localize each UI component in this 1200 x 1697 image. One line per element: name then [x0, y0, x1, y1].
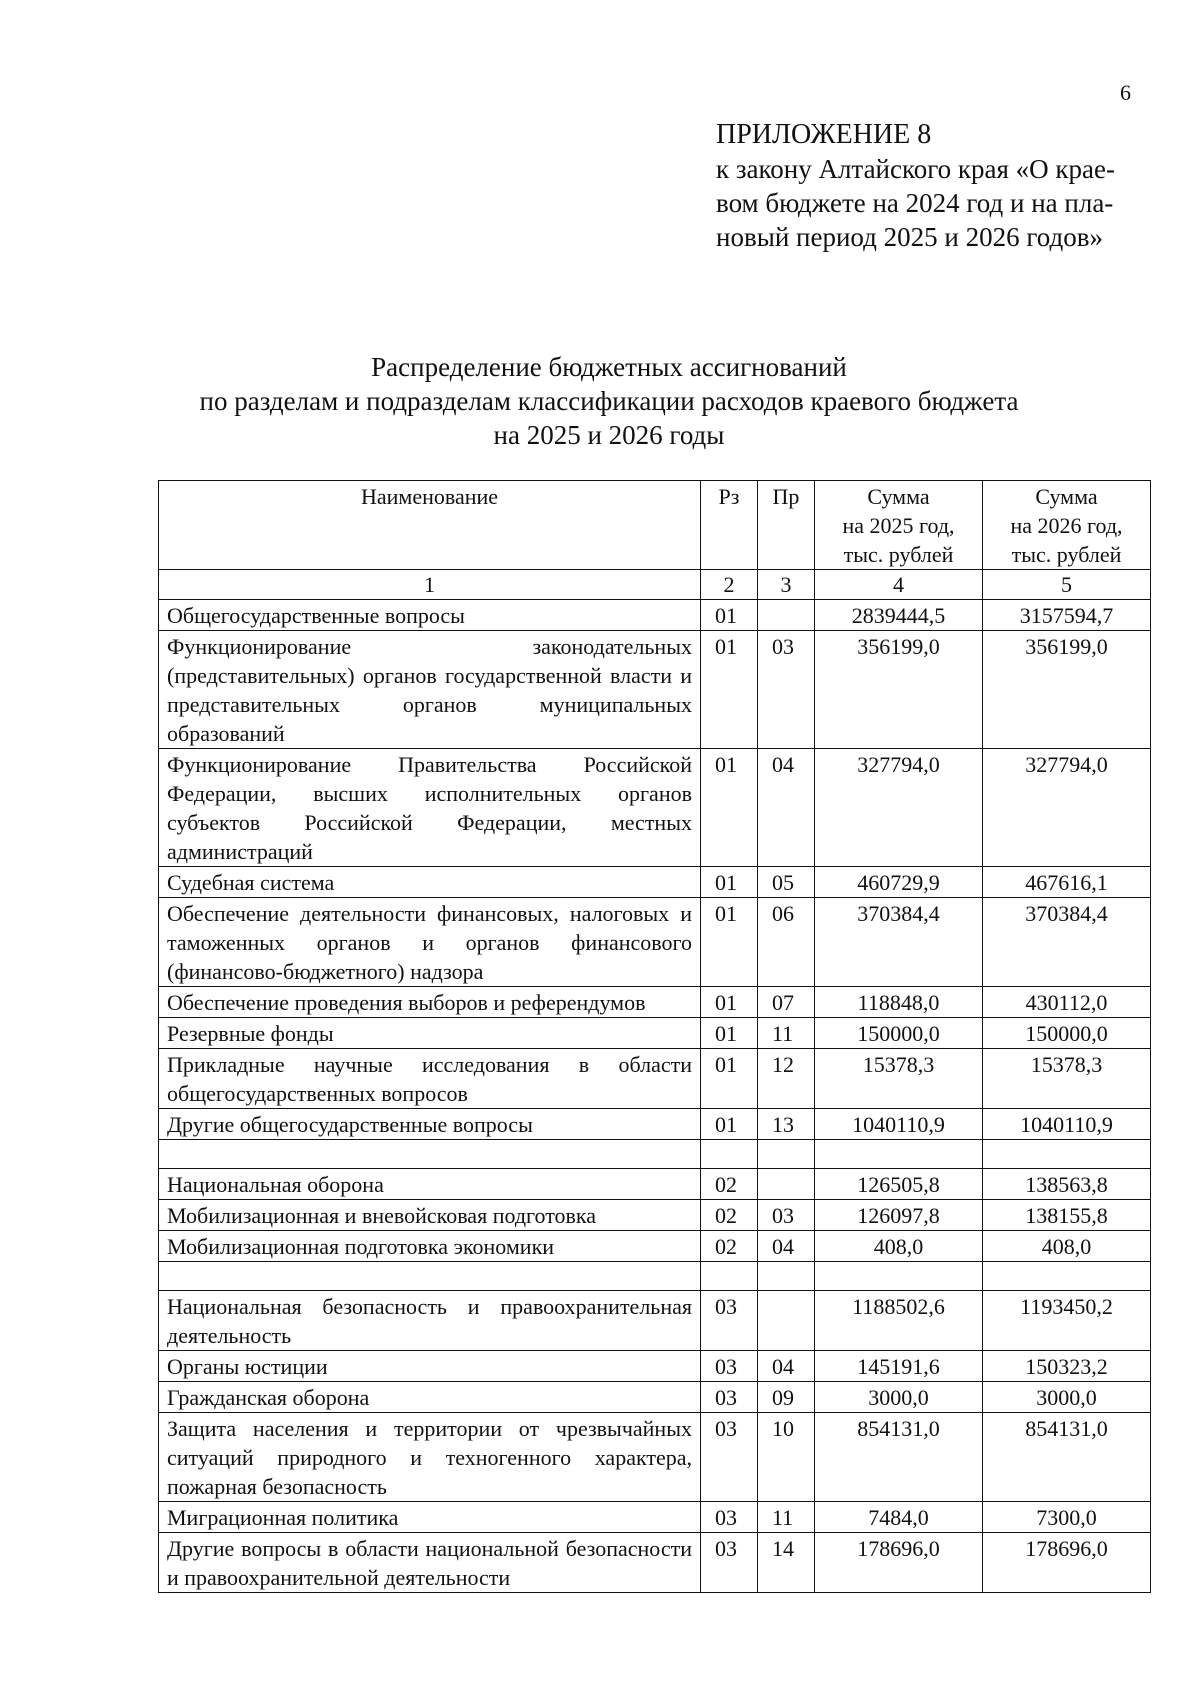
row-pr: 05 [758, 867, 815, 898]
header-sum-2025: Сумма на 2025 год, тыс. рублей [815, 481, 983, 570]
row-sum-2025: 327794,0 [815, 749, 983, 867]
budget-table-body [159, 600, 1151, 1593]
row-name: Защита населения и территории от чрезвычайных ситуаций природного и техногенного характера, пожарная безопасность [159, 1413, 701, 1502]
row-sum-2026: 7300,0 [983, 1502, 1151, 1533]
row-pr: 10 [758, 1413, 815, 1502]
table-row [159, 1413, 1151, 1502]
table-row [159, 1502, 1151, 1533]
table-row [159, 1262, 1151, 1291]
row-name: Общегосударственные вопросы [159, 600, 701, 631]
row-sum-2026: 408,0 [983, 1231, 1151, 1262]
row-sum-2026: 430112,0 [983, 987, 1151, 1018]
row-sum-2026: 1040110,9 [983, 1109, 1151, 1140]
table-row [159, 1291, 1151, 1351]
row-pr: 06 [758, 898, 815, 987]
row-name: Миграционная политика [159, 1502, 701, 1533]
row-name: Другие общегосударственные вопросы [159, 1109, 701, 1140]
row-name: Национальная оборона [159, 1169, 701, 1200]
column-number: 3 [758, 570, 815, 600]
row-rz: 03 [701, 1351, 758, 1382]
row-sum-2025: 150000,0 [815, 1018, 983, 1049]
table-row [159, 987, 1151, 1018]
column-number: 4 [815, 570, 983, 600]
row-name: Обеспечение проведения выборов и референдумов [159, 987, 701, 1018]
row-sum-2026: 370384,4 [983, 898, 1151, 987]
appendix-block [716, 118, 1115, 254]
row-rz: 01 [701, 600, 758, 631]
table-row [159, 1231, 1151, 1262]
row-sum-2026: 178696,0 [983, 1533, 1151, 1593]
row-sum-2025: 15378,3 [815, 1049, 983, 1109]
row-rz: 01 [701, 1109, 758, 1140]
row-rz: 03 [701, 1502, 758, 1533]
row-sum-2026: 467616,1 [983, 867, 1151, 898]
row-sum-2026: 1193450,2 [983, 1291, 1151, 1351]
row-sum-2026: 854131,0 [983, 1413, 1151, 1502]
row-rz [701, 1262, 758, 1291]
table-row [159, 749, 1151, 867]
row-pr [758, 600, 815, 631]
row-rz: 03 [701, 1382, 758, 1413]
row-sum-2025 [815, 1262, 983, 1291]
table-row [159, 1382, 1151, 1413]
column-number: 1 [159, 570, 701, 600]
row-name: Мобилизационная и вневойсковая подготовка [159, 1200, 701, 1231]
row-pr [758, 1262, 815, 1291]
row-rz: 02 [701, 1169, 758, 1200]
column-number-row [159, 570, 1151, 600]
header-row [159, 481, 1151, 570]
budget-table [158, 480, 1151, 1593]
row-sum-2026: 138563,8 [983, 1169, 1151, 1200]
appendix-heading: ПРИЛОЖЕНИЕ 8 [716, 119, 932, 150]
row-sum-2025 [815, 1140, 983, 1169]
row-name: Мобилизационная подготовка экономики [159, 1231, 701, 1262]
row-pr: 11 [758, 1018, 815, 1049]
row-rz: 01 [701, 867, 758, 898]
row-name [159, 1140, 701, 1169]
table-row [159, 1351, 1151, 1382]
row-sum-2026: 356199,0 [983, 631, 1151, 749]
row-rz [701, 1140, 758, 1169]
row-rz: 01 [701, 898, 758, 987]
row-sum-2025: 178696,0 [815, 1533, 983, 1593]
table-row [159, 1169, 1151, 1200]
row-sum-2026: 327794,0 [983, 749, 1151, 867]
row-rz: 01 [701, 1049, 758, 1109]
row-rz: 02 [701, 1231, 758, 1262]
table-row [159, 1109, 1151, 1140]
row-pr: 14 [758, 1533, 815, 1593]
table-row [159, 631, 1151, 749]
row-sum-2026: 150000,0 [983, 1018, 1151, 1049]
row-name: Обеспечение деятельности финансовых, налоговых и таможенных органов и органов финансового (финансово-бюджетного) надзора [159, 898, 701, 987]
row-pr: 12 [758, 1049, 815, 1109]
column-number: 2 [701, 570, 758, 600]
appendix-line: новый период 2025 и 2026 годов» [716, 222, 1103, 252]
table-row [159, 867, 1151, 898]
header-name: Наименование [159, 481, 701, 570]
row-sum-2025: 1040110,9 [815, 1109, 983, 1140]
row-sum-2025: 2839444,5 [815, 600, 983, 631]
row-sum-2026: 3000,0 [983, 1382, 1151, 1413]
row-sum-2026 [983, 1262, 1151, 1291]
title-line: на 2025 и 2026 годы [493, 420, 725, 450]
title-line: Распределение бюджетных ассигнований [371, 352, 847, 382]
row-sum-2025: 145191,6 [815, 1351, 983, 1382]
row-name: Гражданская оборона [159, 1382, 701, 1413]
row-rz: 03 [701, 1413, 758, 1502]
row-name [159, 1262, 701, 1291]
row-name: Другие вопросы в области национальной безопасности и правоохранительной деятельности [159, 1533, 701, 1593]
row-rz: 03 [701, 1291, 758, 1351]
row-sum-2025: 118848,0 [815, 987, 983, 1018]
row-rz: 01 [701, 1018, 758, 1049]
row-name: Судебная система [159, 867, 701, 898]
table-row [159, 1200, 1151, 1231]
title-line: по разделам и подразделам классификации расходов краевого бюджета [199, 386, 1019, 416]
row-sum-2025: 370384,4 [815, 898, 983, 987]
row-name: Органы юстиции [159, 1351, 701, 1382]
row-rz: 03 [701, 1533, 758, 1593]
row-pr: 03 [758, 1200, 815, 1231]
row-rz: 01 [701, 631, 758, 749]
row-rz: 01 [701, 749, 758, 867]
row-sum-2025: 126505,8 [815, 1169, 983, 1200]
row-sum-2026: 150323,2 [983, 1351, 1151, 1382]
appendix-line: вом бюджете на 2024 год и на пла- [716, 188, 1114, 218]
row-pr: 11 [758, 1502, 815, 1533]
row-sum-2025: 3000,0 [815, 1382, 983, 1413]
table-row [159, 898, 1151, 987]
row-pr: 09 [758, 1382, 815, 1413]
row-name: Функционирование Правительства Российской Федерации, высших исполнительных органов субъектов Российской Федерации, местных администраций [159, 749, 701, 867]
row-pr: 13 [758, 1109, 815, 1140]
table-row [159, 600, 1151, 631]
row-pr: 07 [758, 987, 815, 1018]
table-row [159, 1533, 1151, 1593]
row-name: Резервные фонды [159, 1018, 701, 1049]
row-pr: 04 [758, 749, 815, 867]
row-name: Прикладные научные исследования в области общегосударственных вопросов [159, 1049, 701, 1109]
row-name: Национальная безопасность и правоохранительная деятельность [159, 1291, 701, 1351]
row-pr [758, 1140, 815, 1169]
row-sum-2025: 408,0 [815, 1231, 983, 1262]
row-rz: 02 [701, 1200, 758, 1231]
header-rz: Рз [701, 481, 758, 570]
row-sum-2025: 854131,0 [815, 1413, 983, 1502]
row-pr: 04 [758, 1351, 815, 1382]
row-sum-2025: 1188502,6 [815, 1291, 983, 1351]
table-row [159, 1140, 1151, 1169]
page-number: 6 [1120, 80, 1131, 105]
column-number: 5 [983, 570, 1151, 600]
row-sum-2025: 356199,0 [815, 631, 983, 749]
row-name: Функционирование законодательных (представительных) органов государственной власти и представительных органов муниципальных образований [159, 631, 701, 749]
row-sum-2026: 138155,8 [983, 1200, 1151, 1231]
header-pr: Пр [758, 481, 815, 570]
appendix-line: к закону Алтайского края «О крае- [716, 154, 1115, 184]
row-sum-2025: 460729,9 [815, 867, 983, 898]
header-sum-2026: Сумма на 2026 год, тыс. рублей [983, 481, 1151, 570]
row-sum-2026 [983, 1140, 1151, 1169]
row-pr [758, 1169, 815, 1200]
table-row [159, 1049, 1151, 1109]
table-row [159, 1018, 1151, 1049]
row-pr: 03 [758, 631, 815, 749]
row-sum-2026: 3157594,7 [983, 600, 1151, 631]
row-sum-2025: 126097,8 [815, 1200, 983, 1231]
row-sum-2025: 7484,0 [815, 1502, 983, 1533]
row-sum-2026: 15378,3 [983, 1049, 1151, 1109]
row-rz: 01 [701, 987, 758, 1018]
row-pr: 04 [758, 1231, 815, 1262]
document-title [150, 350, 1068, 452]
row-pr [758, 1291, 815, 1351]
